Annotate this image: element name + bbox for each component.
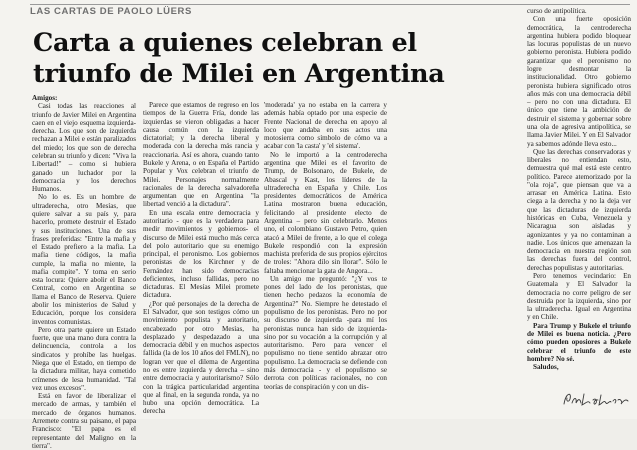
paragraph: Un amigo me preguntó: "¿Y vos te pones del lado de los peronistas, que tienen hecho pedazos la economía de Argentina?" No. Siempre he detestado el populismo de los peronistas. Pero no por su discurso de izquierda -para mí los peronistas nunca han sido de izquierda- sino por su vocación a la corrupción y al autoritarismo. Pero para vencer el populismo no tiene sentido abrazar otro populismo. La democracia se defiende con más democracia - y el populismo se derrota con políticas racionales, no con teorías de conspiración y con un dis- bbox=[264, 274, 387, 391]
closing-question: Para Trump y Bukele el triunfo de Milei es buena noticia. ¿Pero cómo pueden oposiores a Bukele celebrar el triunfo de este hombre? No sé. bbox=[527, 321, 631, 363]
headline-line-2: triunfo de Milei en Argentina bbox=[33, 58, 445, 89]
paragraph: 'moderada' ya no estaba en la carrera y además había optado por una especie de Frente Nacional de derecha en apoyo al loco que andaba en sus actos una motosierra como símbolo de cómo va a acabar con 'la casta' y 'el sistema'. bbox=[264, 101, 387, 151]
paragraph: Con una fuerte oposición democrática, la centroderecha argentina hubiera podido bloquear las locuras populistas de un nuevo gobierno peronista. Hubiera podido garantizar que el peronismo no logre desmontar la institucionalidad. Otro gobierno peronista hubiera significado otros años más con una democracia débil – pero no con una dictadura. El único que tiene la ambición de destruir el sistema y gobernar sobre una ola de agresiva antipolítica, se llama Javier Milei. Y en El Salvador ya sabemos adónde lleva esto... bbox=[527, 15, 631, 148]
paragraph: No lo es. Es un hombre de ultraderecha, otro Mesías, que quiere salvar a su país y, para hacerlo, promete destruir el Estado y sus instituciones. Una de sus frases preferidas: "Entre la mafia y el Estado prefiero a la mafia. La mafia tiene códigos, la mafia cumple, la mafia no miente, la mafia compite". Y toma en serio esta locura: Quiere abolir el Banco Central, como en Argentina se llama el Banco de Reserva. Quiere abolir los ministerios de Salud y Educación, porque los considera inventos comunistas. bbox=[32, 193, 136, 326]
headline-line-1: Carta a quienes celebran el bbox=[33, 28, 417, 58]
column-4 bbox=[527, 7, 631, 416]
paragraph: Casi todas las reacciones al triunfo de Javier Milei en Argentina caen en el viejo esquema izquierda-derecha. Los que son de izquierda rechazan a Milei e están paralizados del miedo; los que son de derecha celebran su triunfo y dicen: "Viva la Libertad!" – como si hubiera ganado un luchador por la democracia y los derechos Humanos. bbox=[32, 102, 136, 194]
paragraph: Parece que estamos de regreso en los tiempos de la Guerra Fría, donde las izquierdas se vieron obligadas a hacer causa común con la izquierda dictatorial; y la derecha liberal y moderada con la derecha más rancia y reaccionaria. Así es ahora, cuando tanto Bukele y Arena, o en España el Partido Popular y Vox celebran el triunfo de Milei. Personajes normalmente racionales de la derecha salvadoreña argumentan que en Argentina "la libertad venció a la dictadura". bbox=[143, 101, 259, 209]
column-1 bbox=[32, 94, 136, 450]
paragraph: Pero tenemos vecindario: En Guatemala y El Salvador la democracia no corre peligro de ser destruida por la izquierda, sino por la ultraderecha. Igual en Argentina y en Chile. bbox=[527, 272, 631, 322]
salutation: Amigos: bbox=[32, 94, 58, 102]
paragraph: Está en favor de liberalizar el mercado de armas, y también el mercado de órganos humanos. Arremete contra su paisano, el papa Francisco: "El papa es el representante del Maligno en la tierra". bbox=[32, 392, 136, 450]
paragraph: Pero otra parte quiere un Estado fuerte, que una mano dura contra la delincuencia, controla a los sindicatos y prohíbe las huelgas. Niega que el Estado, en tiempo de la dictadura militar, haya cometido crímenes de lesa humanidad. "Tal vez unos excesos". bbox=[32, 325, 136, 392]
section-kicker: LAS CARTAS DE PAOLO LÜERS bbox=[30, 6, 192, 17]
headline bbox=[33, 28, 444, 89]
paragraph: No le importó a la centroderecha argentina que Milei es el favorito de Trump, de Bolsonaro, de Bukele, de Abascal y Kast, los líderes de la ultraderecha en España y Chile. Los presidentes democráticos de América Latina mostraron buena educación, felicitando al presidente electo de Argentina – pero sin celebrarlo. Menos uno, el colombiano Gustavo Petro, quien atacó a Milei de frente, a lo que el colega Bukele respondió con la expresión machista preferida de sus propios ejércitos de troles: "Ahora dilo sin llorar". Sólo le faltaba mencionar la gata de Angora... bbox=[264, 150, 387, 275]
paragraph: ¿Por qué personajes de la derecha de El Salvador, que son testigos cómo un movimiento populista y autoritario, encabezado por otro Mesías, ha desplazado y despedazado a una democracia débil y en muchos aspectos fallida (la de los 10 años del FMLN), no logran ver que el dilema de Argentina no es entre izquierda y derecha – sino entre democracia y autoritarismo? Sólo con la trágica particularidad argentina que al final, en la segunda ronda, ya no hubo una opción democrática. La derecha bbox=[143, 299, 259, 416]
paragraph: Que las derechas conservadoras y liberales no entiendan esto, demuestra qué mal está este centro político. Parece atemorizado por la "ola roja", que piensan que va a arrasar en América Latina. Esto ciega a la derecha y no la deja ver que las dictaduras de izquierda históricas en Cuba, Venezuela y Nicaragua son aisladas y agonizantes y ya no contaminan a nadie. Los únicos que amenazan la democracia en nuestra región son las derechas fuera del control, derechas populistas y autoritarias. bbox=[527, 147, 631, 272]
column-2 bbox=[143, 101, 259, 416]
paragraph: En una escala entre democracia y autoritario - que es la verdadera para medir movimientos y gobiernos- el discurso de Milei está mucho más cerca del polo autoritario que su enemigo principal, el peronismo. Los gobiernos peronistas de los Kirchner y de Fernández han sido democracias deficientes, incluso fallidas, pero no dictaduras. El Mesías Milei promete dictadura. bbox=[143, 208, 259, 300]
signature-image bbox=[560, 388, 630, 410]
paragraph: curso de antipolítica. bbox=[527, 7, 587, 15]
closing-salutation: Saludos, bbox=[533, 363, 559, 372]
section-rule bbox=[30, 4, 630, 5]
column-3 bbox=[264, 101, 387, 416]
